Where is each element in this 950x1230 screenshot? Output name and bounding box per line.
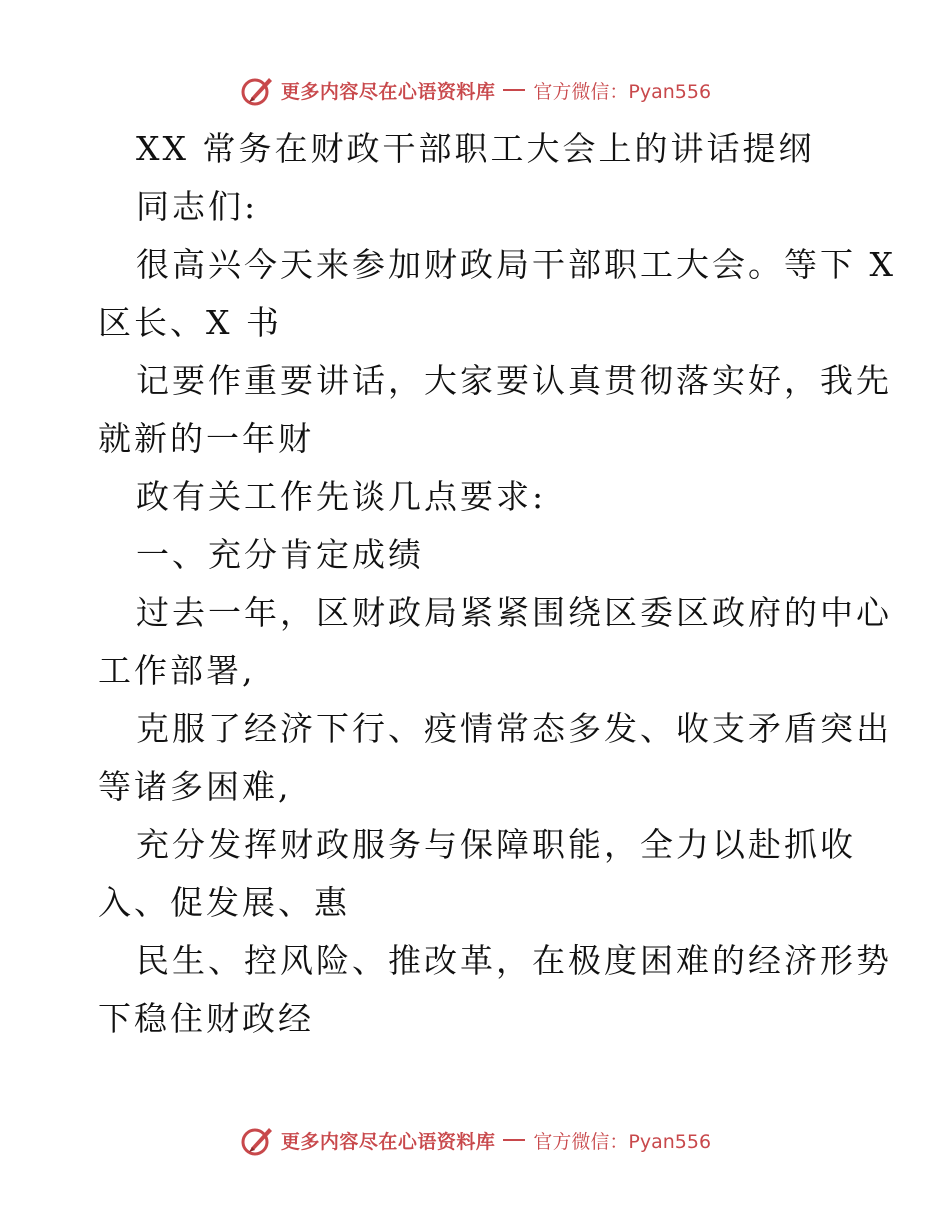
document-line: 记要作重要讲话，大家要认真贯彻落实好，我先: [136, 361, 892, 400]
document-line: 很高兴今天来参加财政局干部职工大会。等下 X: [136, 245, 896, 284]
banner-dash: [503, 89, 525, 91]
document-line: 克服了经济下行、疫情常态多发、收支矛盾突出: [136, 709, 892, 748]
banner-text: 更多内容尽在心语资料库: [280, 80, 496, 103]
document-line: XX 常务在财政干部职工大会上的讲话提纲: [136, 129, 815, 168]
document-body: [98, 120, 896, 1048]
banner-wechat: 官方微信：Pyan556: [533, 80, 712, 103]
banner-text: 更多内容尽在心语资料库: [280, 1130, 496, 1153]
document-line: 就新的一年财: [98, 419, 314, 458]
document-line: 民生、控风险、推改革，在极度困难的经济形势: [136, 941, 892, 980]
document-line: 工作部署,: [98, 651, 256, 690]
document-line: 过去一年，区财政局紧紧围绕区委区政府的中心: [136, 593, 892, 632]
document-line: 充分发挥财政服务与保障职能，全力以赴抓收: [136, 825, 856, 864]
document-line: 一、充分肯定成绩: [136, 535, 424, 574]
banner-dash: [503, 1139, 525, 1141]
document-line: 区长、X 书: [98, 303, 282, 342]
header-watermark: [0, 70, 950, 110]
quill-logo-icon: [239, 72, 275, 108]
document-line: 政有关工作先谈几点要求:: [136, 477, 547, 516]
document-line: 入、促发展、惠: [98, 883, 350, 922]
document-line: 同志们:: [136, 187, 259, 226]
document-line: 等诸多困难,: [98, 767, 292, 806]
banner-wechat: 官方微信：Pyan556: [533, 1130, 712, 1153]
document-line: 下稳住财政经: [98, 999, 314, 1038]
quill-logo-icon: [239, 1122, 275, 1158]
footer-watermark: [0, 1120, 950, 1160]
